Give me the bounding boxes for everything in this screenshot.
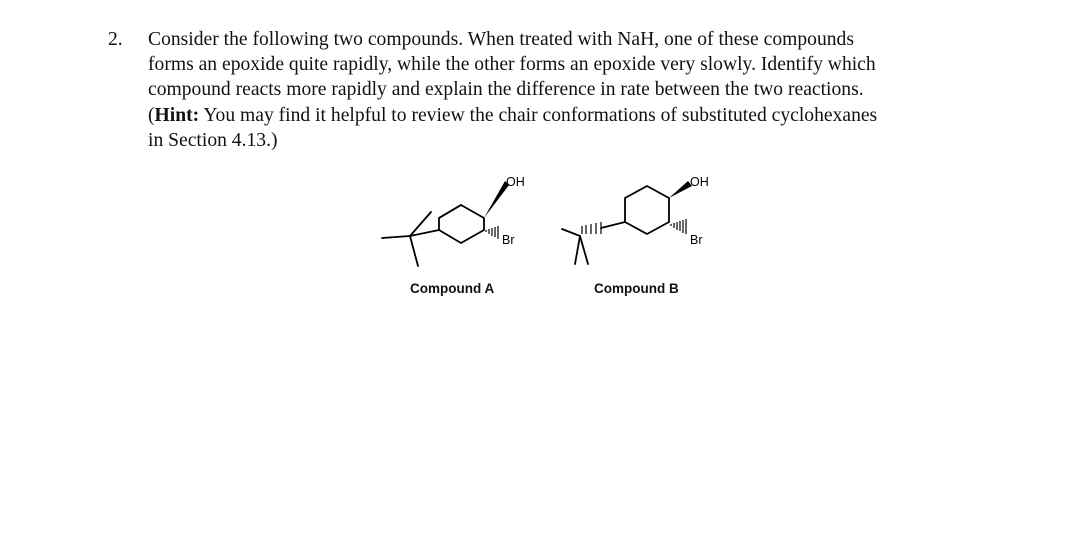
hint-text: You may find it helpful to review the chair conformations of substituted cyclohexanes <box>199 104 878 126</box>
compound-a-ring <box>439 205 484 243</box>
hint-open-paren: ( <box>148 104 155 126</box>
compound-b-oh-wedge <box>669 181 692 198</box>
question-number: 2. <box>108 29 123 50</box>
compound-b-tbutyl-hash <box>582 222 601 234</box>
compound-b-br-label: Br <box>690 233 703 247</box>
compound-a-br-label: Br <box>502 233 515 247</box>
compound-a-caption: Compound A <box>410 281 495 296</box>
compound-a-structure <box>382 175 525 296</box>
compound-b-caption: Compound B <box>594 281 679 296</box>
compound-b-ring <box>625 186 669 234</box>
compound-b-ring-to-tbutyl-neighbor <box>601 222 625 228</box>
hint-label: Hint: <box>154 104 200 126</box>
compound-a-ring-closure <box>439 205 461 218</box>
question-line-3: compound reacts more rapidly and explain the difference in rate between the two reactions. <box>148 79 864 101</box>
compound-b-structure <box>562 175 709 296</box>
compound-a-oh-label: OH <box>506 175 525 189</box>
compound-b-tbutyl-left <box>562 229 580 236</box>
compound-a-tbutyl-lower <box>410 236 418 266</box>
compound-a-br-hash <box>486 226 498 239</box>
compound-b-br-hash <box>671 219 686 234</box>
compound-a-tbutyl-left <box>382 236 410 238</box>
question-line-1: Consider the following two compounds. When treated with NaH, one of these compounds <box>148 29 854 50</box>
compound-b-tbutyl-lower <box>575 236 580 264</box>
compound-b-oh-label: OH <box>690 175 709 189</box>
hint-last-line: in Section 4.13.) <box>148 129 278 151</box>
compound-b-tbutyl-right <box>580 236 588 264</box>
question-line-2: forms an epoxide quite rapidly, while the other forms an epoxide very slowly. Identify which <box>148 54 876 76</box>
